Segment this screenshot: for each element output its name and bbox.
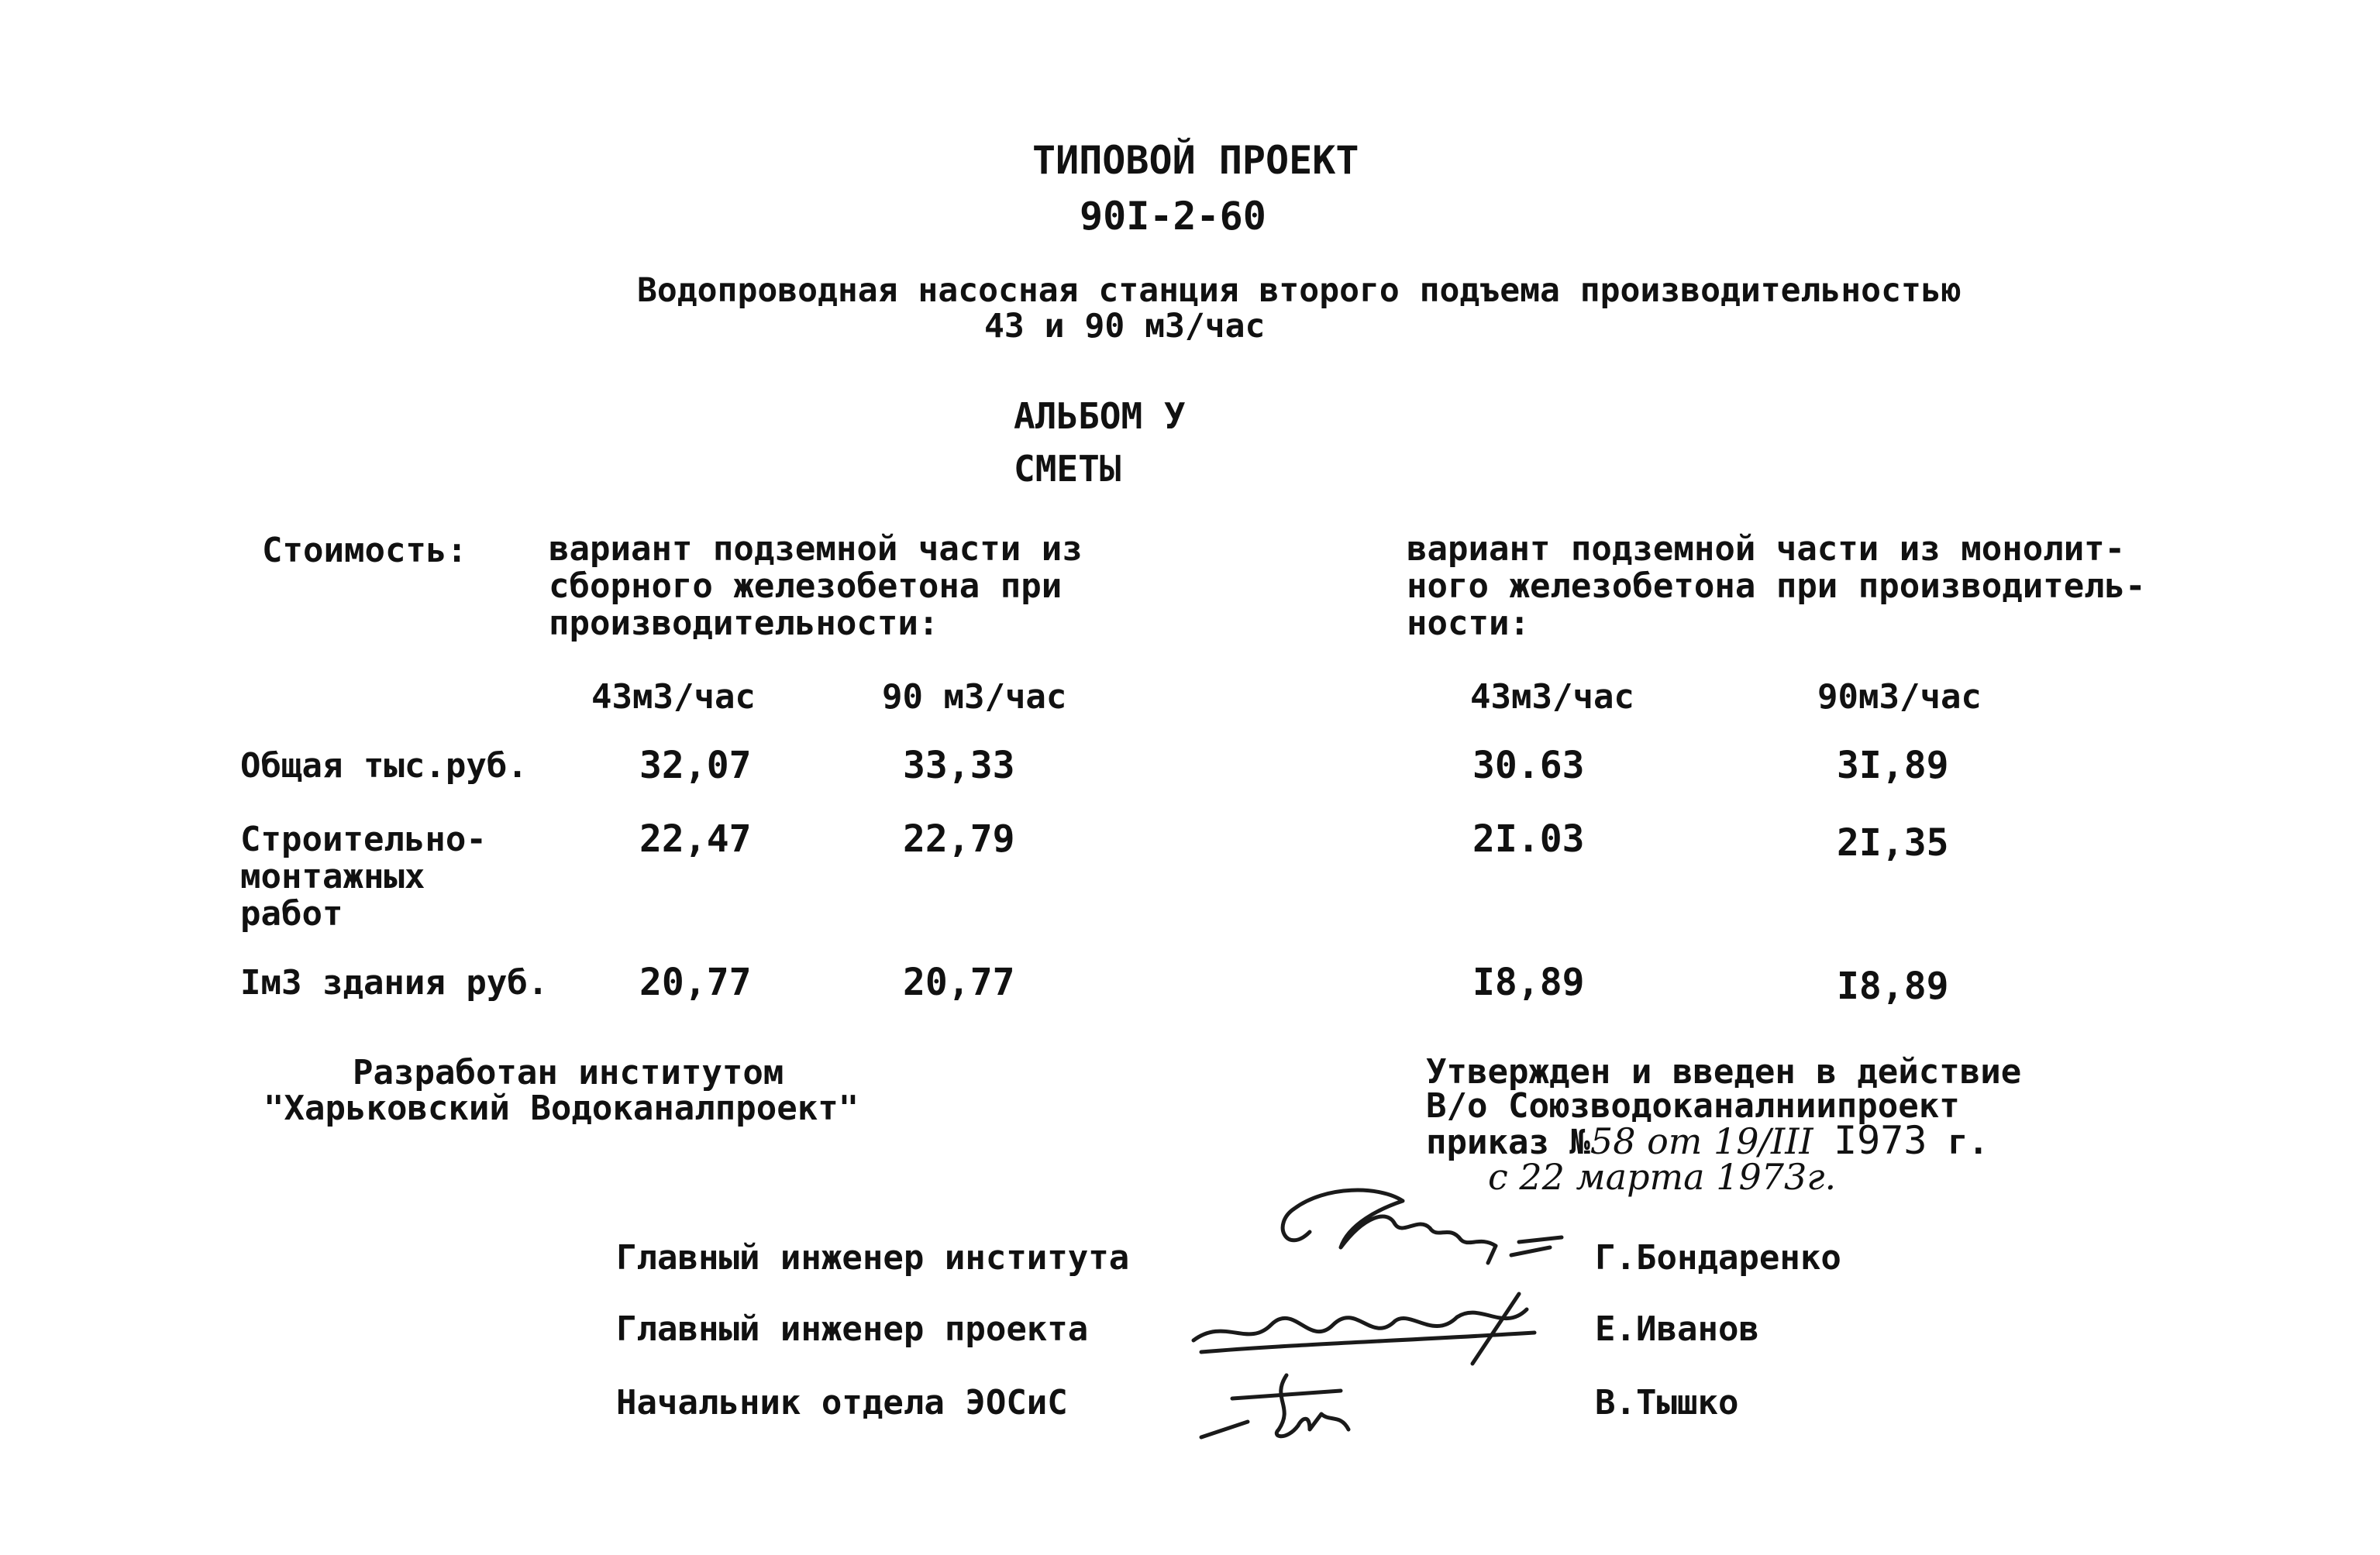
variant-b-description — [1407, 531, 2146, 642]
variant-b-line: ности: — [1407, 604, 1530, 643]
developer-line: Разработан институтом — [353, 1053, 784, 1092]
variant-a-description — [549, 531, 1083, 642]
cost-value: 22,47 — [639, 817, 752, 861]
order-number-label: приказ № — [1426, 1123, 1590, 1162]
approval-line: В/о Союзводоканалниипроект — [1426, 1086, 1960, 1126]
column-header: 90м3/час — [1817, 677, 1982, 717]
subtitle-line-1: Водопроводная насосная станция второго подъема производительностью — [637, 271, 1962, 310]
variant-a-line: сборного железобетона при — [549, 566, 1063, 606]
cost-value: 30.63 — [1472, 744, 1585, 787]
signatory-name: В.Тышко — [1595, 1383, 1739, 1423]
column-header: 90 м3/час — [882, 677, 1067, 717]
cost-value: 2I,35 — [1837, 821, 1949, 865]
signature-role: Начальник отдела ЭОСиС — [616, 1383, 1068, 1423]
signatory-name: Г.Бондаренко — [1595, 1238, 1841, 1278]
subtitle-line-2: 43 и 90 м3/час — [984, 307, 1266, 346]
column-header: 43м3/час — [1470, 677, 1634, 717]
signature-bondarenko — [1263, 1162, 1558, 1294]
row-label-line: работ — [240, 894, 343, 934]
approval-line: Утвержден и введен в действие — [1426, 1052, 2022, 1092]
row-label-line: Строительно- — [240, 820, 487, 859]
developer-line: "Харьковский Водоканалпроект" — [263, 1089, 859, 1128]
developer-block — [263, 1055, 859, 1127]
order-year: I973 — [1834, 1118, 1927, 1163]
cost-value: 20,77 — [639, 961, 752, 1004]
cost-value: 2I.03 — [1472, 817, 1585, 861]
column-header: 43м3/час — [591, 677, 756, 717]
cost-value: I8,89 — [1837, 965, 1949, 1008]
variant-b-line: ного железобетона при производитель- — [1407, 566, 2146, 606]
cost-value: 33,33 — [903, 744, 1015, 787]
dash-mark — [1515, 1228, 1569, 1251]
cost-value: I8,89 — [1472, 961, 1585, 1004]
row-label-line: Общая тыс.руб. — [240, 746, 528, 786]
row-label-line: Iм3 здания руб. — [240, 963, 549, 1003]
project-code: 90I-2-60 — [1080, 194, 1266, 239]
cost-label: Стоимость: — [262, 531, 467, 570]
signature-ivanov — [1178, 1278, 1550, 1371]
approval-order-line — [1426, 1118, 2247, 1163]
signatory-name: Е.Иванов — [1595, 1309, 1759, 1349]
section-title: СМЕТЫ — [1014, 448, 1121, 490]
document-title: ТИПОВОЙ ПРОЕКТ — [1032, 138, 1359, 183]
cost-value: 22,79 — [903, 817, 1015, 861]
row-label — [240, 965, 548, 1002]
variant-a-line: вариант подземной части из — [549, 529, 1083, 569]
signature-role: Главный инженер института — [616, 1238, 1130, 1278]
variant-a-line: производительности: — [549, 604, 939, 643]
signature-tyshko — [1186, 1360, 1418, 1453]
cost-value: 3I,89 — [1837, 744, 1949, 787]
cost-value: 20,77 — [903, 961, 1015, 1004]
order-year-suffix: г. — [1947, 1123, 1989, 1162]
effective-date-handwritten: с 22 марта 1973г. — [1488, 1156, 1837, 1198]
album-title: АЛЬБОМ У — [1014, 395, 1186, 437]
row-label — [240, 748, 528, 785]
variant-b-line: вариант подземной части из монолит- — [1407, 529, 2126, 569]
row-label — [240, 821, 487, 933]
signature-role: Главный инженер проекта — [616, 1309, 1089, 1349]
row-label-line: монтажных — [240, 857, 425, 896]
order-number-handwritten: 58 от 19/III — [1590, 1120, 1813, 1162]
cost-value: 32,07 — [639, 744, 752, 787]
